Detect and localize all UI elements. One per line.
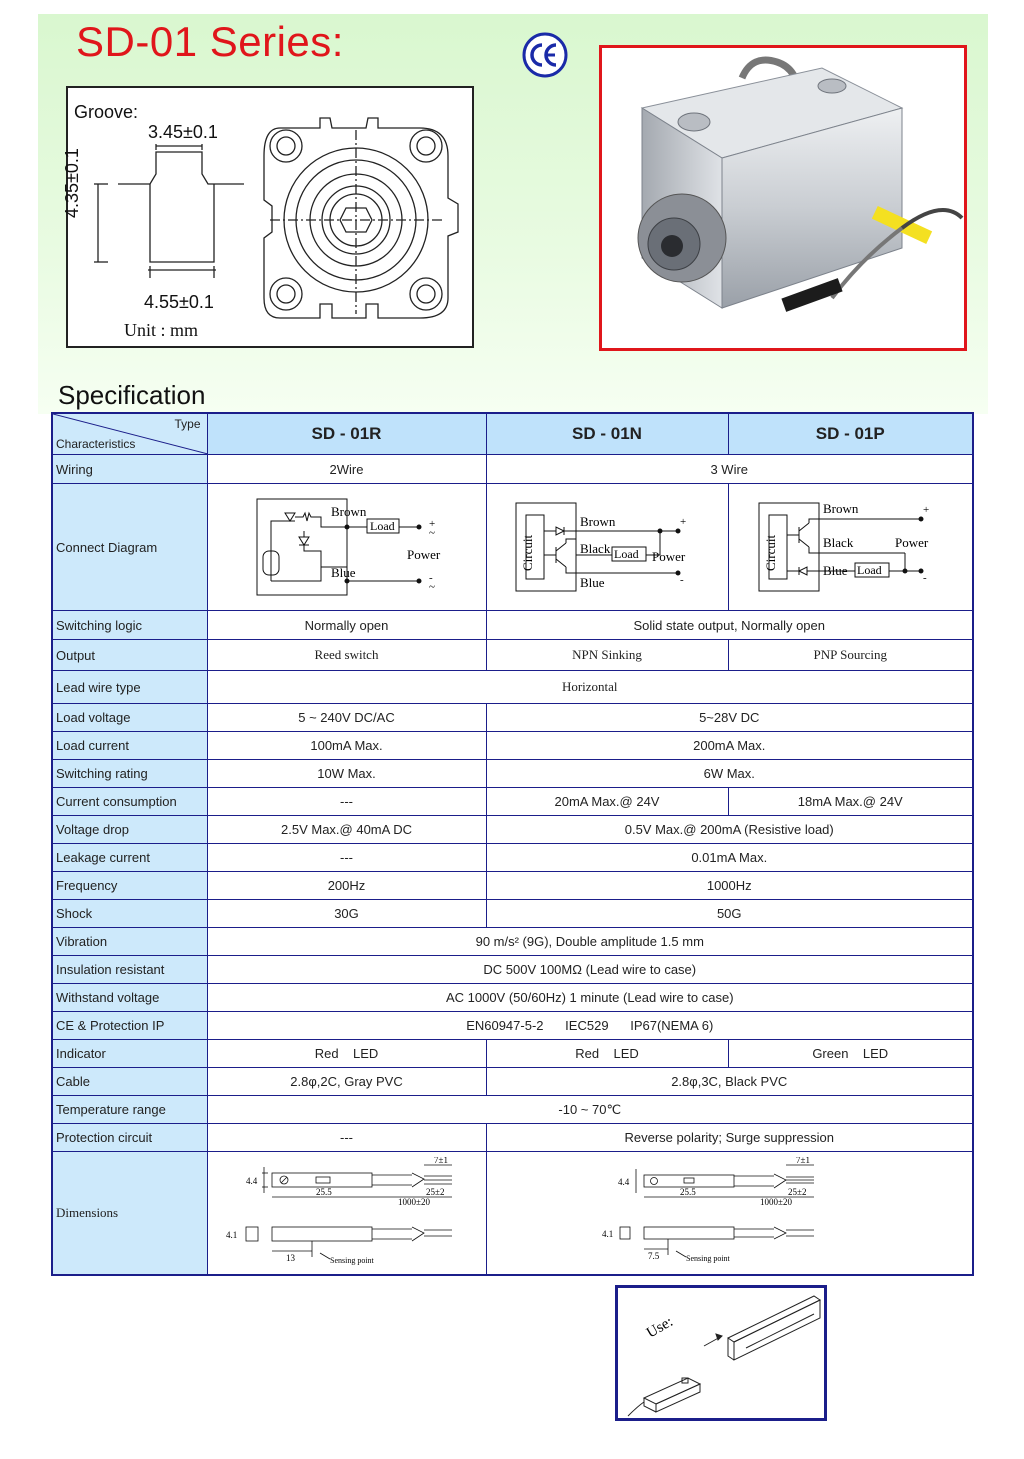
load-label: Load	[369, 518, 395, 533]
row-label: Voltage drop	[52, 816, 207, 844]
cell-value: EN60947-5-2 IEC529 IP67(NEMA 6)	[207, 1012, 973, 1040]
product-photo	[599, 45, 967, 351]
cell-value: 20mA Max.@ 24V	[486, 788, 728, 816]
plus-label: +	[428, 517, 435, 530]
cell-value: 30G	[207, 900, 486, 928]
row-label: Withstand voltage	[52, 984, 207, 1012]
table-row	[52, 455, 973, 484]
table-row	[52, 704, 973, 732]
usage-illustration	[615, 1285, 827, 1421]
table-row	[52, 872, 973, 900]
sensing-point-label: Sensing point	[686, 1253, 731, 1263]
cell-value: -10 ~ 70℃	[207, 1096, 973, 1124]
corner-type-label: Type	[174, 417, 201, 431]
tilde-label: ~	[428, 580, 435, 593]
load-label: Load	[857, 562, 882, 577]
dim-height2-label: 4.1	[225, 1229, 237, 1240]
dimension-drawing-np	[486, 1152, 973, 1276]
row-label: Switching rating	[52, 760, 207, 788]
sensor-np-dimension-drawing	[584, 1157, 874, 1267]
row-label: Dimensions	[52, 1152, 207, 1276]
table-row	[52, 1152, 973, 1276]
row-label: Leakage current	[52, 844, 207, 872]
row-label: CE & Protection IP	[52, 1012, 207, 1040]
table-row	[52, 484, 973, 611]
table-row	[52, 956, 973, 984]
table-row	[52, 611, 973, 640]
row-label: Load voltage	[52, 704, 207, 732]
cell-value: Red LED	[486, 1040, 728, 1068]
connect-diagram-r	[207, 484, 486, 611]
cell-value: 90 m/s² (9G), Double amplitude 1.5 mm	[207, 928, 973, 956]
groove-height: 4.35±0.1	[62, 148, 82, 218]
row-label: Shock	[52, 900, 207, 928]
cell-value: 200mA Max.	[486, 732, 973, 760]
wire-black-label: Black	[823, 534, 854, 550]
wire-blue-label: Blue	[580, 574, 605, 590]
cell-value: Reed switch	[207, 640, 486, 671]
dim-height-label: 4.4	[618, 1176, 630, 1187]
dim-strip-label: 25±2	[425, 1186, 444, 1197]
row-label: Cable	[52, 1068, 207, 1096]
table-row	[52, 671, 973, 704]
row-label: Output	[52, 640, 207, 671]
specification-table	[51, 412, 974, 1276]
groove-drawing	[62, 86, 474, 348]
cell-value: Reverse polarity; Surge suppression	[486, 1124, 973, 1152]
cell-value: 200Hz	[207, 872, 486, 900]
model-header-sd01p: SD - 01P	[728, 413, 973, 455]
groove-label: Groove:	[74, 102, 139, 122]
corner-characteristics-label: Characteristics	[56, 437, 136, 451]
table-row	[52, 760, 973, 788]
groove-bottom-width: 4.55±0.1	[144, 292, 214, 312]
cell-value: 0.5V Max.@ 200mA (Resistive load)	[486, 816, 973, 844]
table-row	[52, 1096, 973, 1124]
minus-label: -	[680, 573, 684, 586]
power-label: Power	[652, 548, 686, 564]
cell-value: 3 Wire	[486, 455, 973, 484]
use-label: Use:	[644, 1313, 676, 1342]
cell-value: DC 500V 100MΩ (Lead wire to case)	[207, 956, 973, 984]
tilde-label: ~	[428, 526, 435, 539]
row-label: Switching logic	[52, 611, 207, 640]
cell-value: 5 ~ 240V DC/AC	[207, 704, 486, 732]
table-row	[52, 640, 973, 671]
row-label: Connect Diagram	[52, 484, 207, 611]
sensor-insertion-illustration	[618, 1288, 824, 1418]
minus-label: -	[428, 571, 433, 584]
row-label: Vibration	[52, 928, 207, 956]
cell-value: Horizontal	[207, 671, 973, 704]
row-label: Current consumption	[52, 788, 207, 816]
cell-value: 5~28V DC	[486, 704, 973, 732]
load-label: Load	[614, 546, 639, 561]
dim-tip-label: 7±1	[433, 1156, 448, 1165]
specification-heading: Specification	[58, 380, 206, 410]
table-row	[52, 1040, 973, 1068]
minus-label: -	[923, 571, 927, 584]
dimension-drawing-r	[207, 1152, 486, 1276]
row-label: Frequency	[52, 872, 207, 900]
cell-value: Solid state output, Normally open	[486, 611, 973, 640]
groove-unit: Unit : mm	[124, 320, 199, 340]
circuit-label: Circuit	[520, 534, 535, 571]
row-label: Lead wire type	[52, 671, 207, 704]
table-row	[52, 984, 973, 1012]
cell-value: ---	[207, 844, 486, 872]
circuit-label: Circuit	[763, 534, 779, 571]
table-row	[52, 1068, 973, 1096]
dim-length-label: 25.5	[680, 1186, 696, 1197]
table-row	[52, 900, 973, 928]
groove-profile-svg	[68, 88, 472, 346]
connect-diagram-n	[486, 484, 728, 611]
cell-value: 10W Max.	[207, 760, 486, 788]
table-row	[52, 1124, 973, 1152]
dim-strip-label: 25±2	[788, 1186, 807, 1197]
cell-value: Normally open	[207, 611, 486, 640]
dim-sensing-offset-label: 7.5	[648, 1250, 660, 1261]
table-row	[52, 732, 973, 760]
cell-value: 2.8φ,2C, Gray PVC	[207, 1068, 486, 1096]
ce-mark-icon	[522, 32, 568, 78]
dim-sensing-offset-label: 13	[285, 1252, 295, 1263]
wire-brown-label: Brown	[330, 503, 366, 519]
dim-tip-label: 7±1	[796, 1156, 811, 1165]
table-corner-cell	[52, 413, 207, 455]
row-label: Insulation resistant	[52, 956, 207, 984]
cell-value: Green LED	[728, 1040, 973, 1068]
table-row	[52, 788, 973, 816]
cell-value: 18mA Max.@ 24V	[728, 788, 973, 816]
cell-value: Red LED	[207, 1040, 486, 1068]
connect-diagram-p	[728, 484, 973, 611]
pnp-wiring-diagram	[755, 491, 945, 601]
table-row	[52, 844, 973, 872]
row-label: Temperature range	[52, 1096, 207, 1124]
wire-brown-label: Brown	[580, 513, 616, 529]
dim-length-label: 25.5	[315, 1186, 332, 1197]
cell-value: 1000Hz	[486, 872, 973, 900]
model-header-sd01n: SD - 01N	[486, 413, 728, 455]
row-label: Load current	[52, 732, 207, 760]
cell-value: 6W Max.	[486, 760, 973, 788]
cell-value: 50G	[486, 900, 973, 928]
row-label: Wiring	[52, 455, 207, 484]
plus-label: +	[923, 503, 930, 516]
dim-cable-label: 1000±20	[397, 1196, 430, 1207]
table-row	[52, 1012, 973, 1040]
wire-blue-label: Blue	[330, 564, 356, 580]
page-title: SD-01 Series:	[76, 18, 344, 65]
npn-wiring-diagram	[512, 491, 702, 601]
row-label: Protection circuit	[52, 1124, 207, 1152]
dim-cable-label: 1000±20	[760, 1196, 793, 1207]
cell-value: 100mA Max.	[207, 732, 486, 760]
table-row	[52, 816, 973, 844]
power-label: Power	[406, 546, 440, 562]
cell-value: PNP Sourcing	[728, 640, 973, 671]
cell-value: 2.5V Max.@ 40mA DC	[207, 816, 486, 844]
power-label: Power	[895, 534, 929, 550]
wire-black-label: Black	[580, 540, 611, 556]
cell-value: AC 1000V (50/60Hz) 1 minute (Lead wire to case)	[207, 984, 973, 1012]
dim-height2-label: 4.1	[602, 1228, 614, 1239]
wire-blue-label: Blue	[823, 562, 848, 578]
cylinder-with-sensor-illustration	[602, 48, 964, 348]
cell-value: 0.01mA Max.	[486, 844, 973, 872]
groove-top-width: 3.45±0.1	[148, 122, 218, 142]
table-row	[52, 928, 973, 956]
reed-switch-wiring-diagram	[247, 491, 447, 601]
cell-value: 2.8φ,3C, Black PVC	[486, 1068, 973, 1096]
wire-brown-label: Brown	[823, 500, 859, 516]
row-label: Indicator	[52, 1040, 207, 1068]
plus-label: +	[680, 515, 687, 528]
sensor-r-dimension-drawing	[212, 1157, 482, 1267]
sensing-point-label: Sensing point	[329, 1255, 374, 1265]
model-header-sd01r: SD - 01R	[207, 413, 486, 455]
cell-value: ---	[207, 788, 486, 816]
cell-value: 2Wire	[207, 455, 486, 484]
cell-value: ---	[207, 1124, 486, 1152]
dim-height-label: 4.4	[245, 1175, 257, 1186]
cell-value: NPN Sinking	[486, 640, 728, 671]
